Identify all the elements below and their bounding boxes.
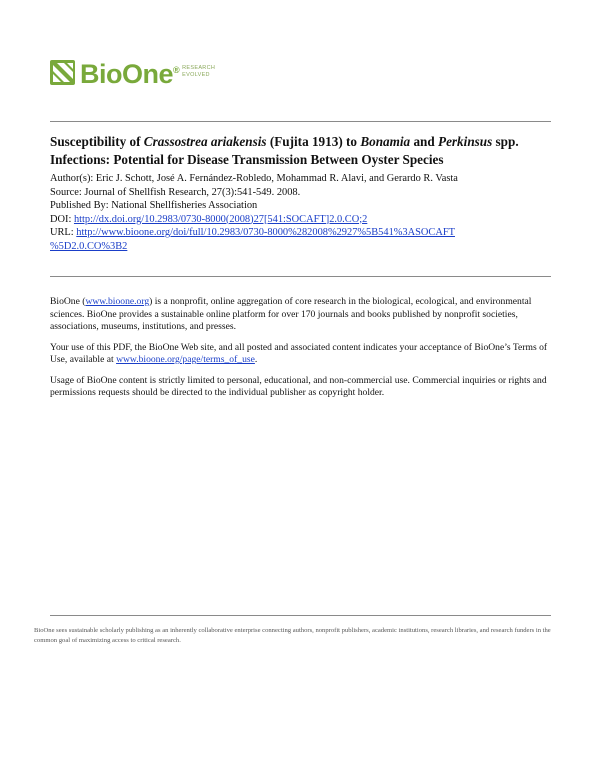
url-link-continued[interactable]: %5D2.0.CO%3B2: [50, 240, 128, 252]
doi-label: DOI:: [50, 213, 74, 225]
registered-mark: ®: [173, 65, 180, 75]
tagline-line1: RESEARCH: [182, 65, 216, 71]
middle-rule: [50, 276, 551, 277]
bioone-leaf-icon: [50, 58, 78, 86]
top-rule: [50, 121, 551, 122]
footer-statement: BioOne sees sustainable scholarly publishing as an inherently collaborative enterprise connecting authors, nonprofit publishers, academic institutions, research libraries, and research funders in the common goal of maximizing access to critical research.: [34, 627, 551, 644]
doi-line: [50, 213, 555, 227]
doi-link[interactable]: http://dx.doi.org/10.2983/0730-8000(2008)27[541:SOCAFT]2.0.CO;2: [73, 213, 368, 225]
notice-paragraph-usage: Usage of BioOne content is strictly limited to personal, educational, and non-commercial use. Commercial inquiries or rights and permissions requests should be directed to the individual publisher as copyright holder.: [50, 374, 547, 398]
article-title: Susceptibility of Crassostrea ariakensis (Fujita 1913) to Bonamia and Perkinsus spp. Infections: Potential for Disease Transmission Between Oyster Species: [50, 134, 519, 167]
terms-of-use-link[interactable]: www.bioone.org/page/terms_of_use: [116, 354, 255, 365]
tagline-line2: EVOLVED: [182, 72, 210, 78]
url-link[interactable]: http://www.bioone.org/doi/full/10.2983/0730-8000%282008%2927%5B541%3ASOCAFT: [76, 227, 455, 238]
bioone-tagline: [182, 65, 215, 79]
publisher: Published By: National Shellfisheries Association: [50, 200, 258, 211]
article-metadata: [50, 172, 555, 253]
bioone-wordmark: BioOne®: [80, 59, 180, 89]
bioone-home-link[interactable]: www.bioone.org: [85, 296, 150, 307]
bioone-notice: [50, 296, 555, 408]
notice-paragraph-terms: Your use of this PDF, the BioOne Web site, and all posted and associated content indicates your acceptance of BioOne’s Terms of Use, available at www.bioone.org/page/terms_of_use.: [50, 341, 548, 365]
url-label: URL:: [50, 227, 77, 238]
bioone-logo: [50, 56, 215, 88]
notice-paragraph-about: BioOne (www.bioone.org) is a nonprofit, online aggregation of core research in the biological, ecological, and environmental sciences. BioOne provides a sustainable online platform for over 170 journals and books published by nonprofit societies, associations, museums, institutions, and presses.: [50, 296, 532, 332]
footer-rule: [50, 615, 551, 616]
authors: Author(s): Eric J. Schott, José A. Fernández-Robledo, Mohammad R. Alavi, and Gerardo R. Vasta: [50, 173, 458, 184]
url-line-continued: [50, 240, 555, 254]
source: Source: Journal of Shellfish Research, 27(3):541-549. 2008.: [50, 186, 301, 198]
url-line: [50, 226, 555, 240]
